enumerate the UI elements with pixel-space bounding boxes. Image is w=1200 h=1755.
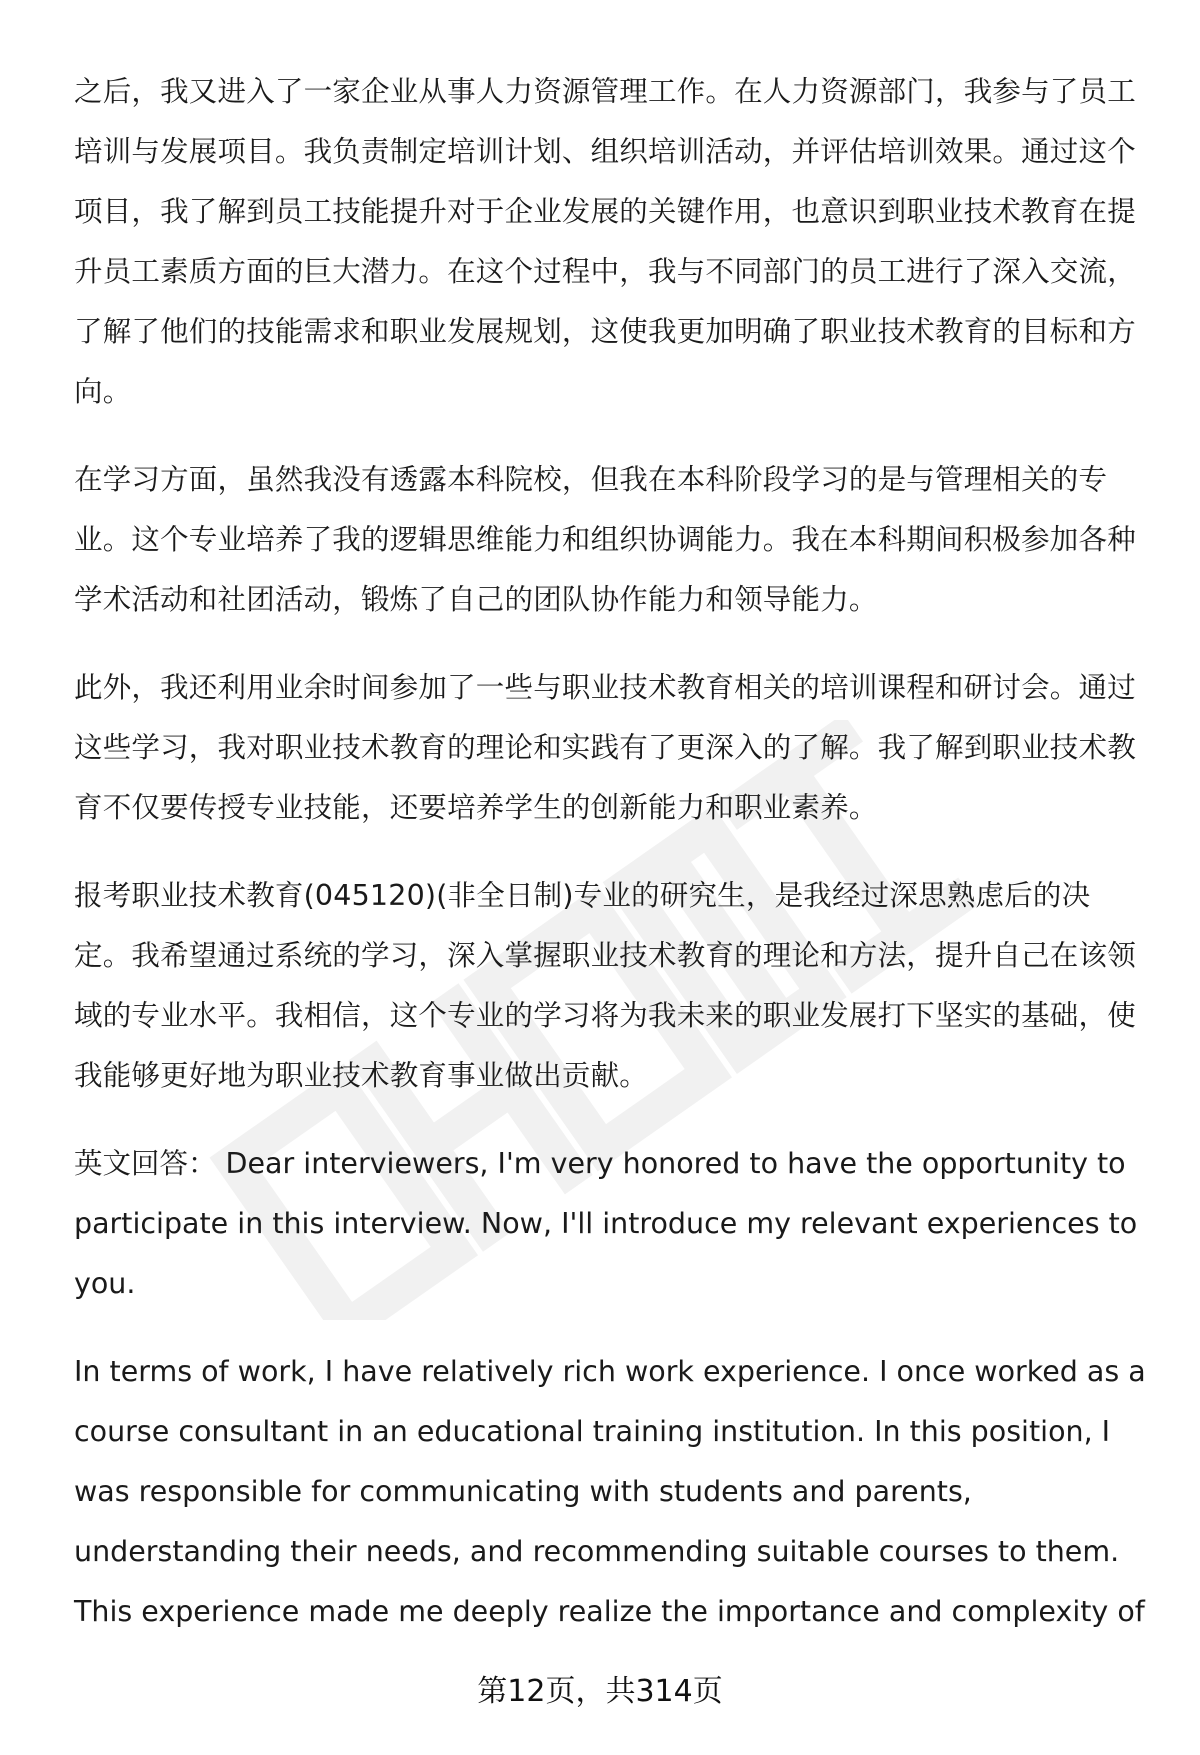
paragraph-english-intro: 英文回答： Dear interviewers, I'm very honored to have the opportunity to participate in this interview. Now, I'll introduce my relevant experiences to you. (74, 1147, 1138, 1300)
paragraph-application-decision: 报考职业技术教育(045120)(非全日制)专业的研究生，是我经过深思熟虑后的决定。我希望通过系统的学习，深入掌握职业技术教育的理论和方法，提升自己在该领域的专业水平。我相信，这个专业的学习将为我未来的职业发展打下坚实的基础，使我能够更好地为职业技术教育事业做出贡献。 (74, 879, 1136, 1092)
paragraph-study: 在学习方面，虽然我没有透露本科院校，但我在本科阶段学习的是与管理相关的专业。这个专业培养了我的逻辑思维能力和组织协调能力。我在本科期间积极参加各种学术活动和社团活动，锻炼了自己的团队协作能力和领导能力。 (74, 463, 1136, 616)
document-body (74, 62, 1146, 1670)
paragraph-training: 此外，我还利用业余时间参加了一些与职业技术教育相关的培训课程和研讨会。通过这些学习，我对职业技术教育的理论和实践有了更深入的了解。我了解到职业技术教育不仅要传授专业技能，还要培养学生的创新能力和职业素养。 (74, 671, 1136, 824)
paragraph-hr-experience: 之后，我又进入了一家企业从事人力资源管理工作。在人力资源部门，我参与了员工培训与发展项目。我负责制定培训计划、组织培训活动，并评估培训效果。通过这个项目，我了解到员工技能提升对于企业发展的关键作用，也意识到职业技术教育在提升员工素质方面的巨大潜力。在这个过程中，我与不同部门的员工进行了深入交流，了解了他们的技能需求和职业发展规划，这使我更加明确了职业技术教育的目标和方向。 (74, 75, 1136, 408)
page-number-footer: 第12页，共314页 (477, 1674, 723, 1709)
paragraph-english-work: In terms of work, I have relatively rich work experience. I once worked as a course consultant in an educational training institution. In this position, I was responsible for communicating with students and parents, understanding their needs, and recommending suitable courses to them. This experience made me deeply realize the importance and complexity of (74, 1355, 1146, 1628)
